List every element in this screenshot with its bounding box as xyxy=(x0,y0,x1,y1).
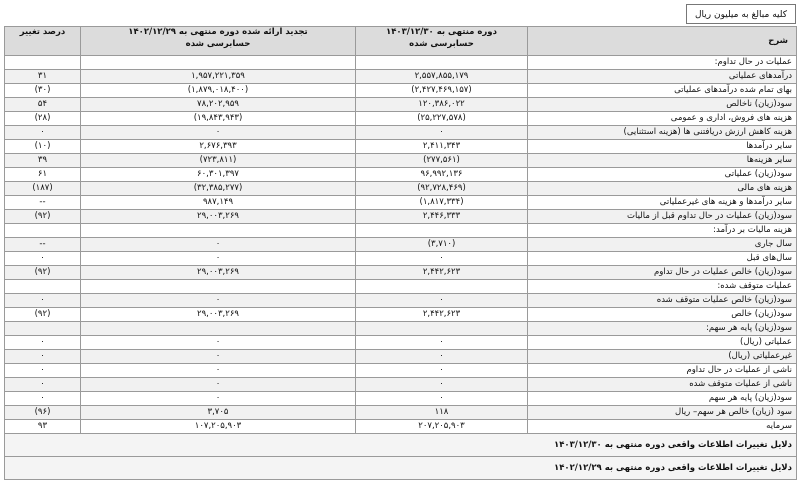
row-current-value: ۱۱۸ xyxy=(356,406,528,420)
row-description: عملیاتی (ریال) xyxy=(528,336,797,350)
row-current-value: ۰ xyxy=(356,392,528,406)
table-row xyxy=(5,126,797,140)
currency-note: کلیه مبالغ به میلیون ریال xyxy=(686,4,796,24)
table-row xyxy=(5,56,797,70)
row-current-value: ۰ xyxy=(356,294,528,308)
row-change-percent: -- xyxy=(5,238,81,252)
row-change-percent: (۹۲) xyxy=(5,266,81,280)
row-restated-value: ۶۰,۳۰۱,۳۹۷ xyxy=(81,168,356,182)
row-current-value: (۱,۸۱۷,۳۳۴) xyxy=(356,196,528,210)
row-change-percent: ۶۱ xyxy=(5,168,81,182)
row-current-value: ۰ xyxy=(356,336,528,350)
row-current-value: ۰ xyxy=(356,378,528,392)
table-row xyxy=(5,378,797,392)
table-row xyxy=(5,406,797,420)
row-current-value: ۲,۴۱۱,۳۴۳ xyxy=(356,140,528,154)
row-change-percent: (۹۲) xyxy=(5,308,81,322)
row-current-value: (۲,۴۲۷,۴۶۹,۱۵۷) xyxy=(356,84,528,98)
row-change-percent: ۰ xyxy=(5,126,81,140)
row-change-percent: -- xyxy=(5,196,81,210)
row-description: سود(زیان) ناخالص xyxy=(528,98,797,112)
row-change-percent: (۹۶) xyxy=(5,406,81,420)
row-description: سال‌های قبل xyxy=(528,252,797,266)
row-current-value: ۰ xyxy=(356,350,528,364)
row-change-percent: (۱۸۷) xyxy=(5,182,81,196)
header-description: شرح xyxy=(528,27,797,56)
table-header-row xyxy=(5,27,797,56)
row-change-percent: ۵۴ xyxy=(5,98,81,112)
row-change-percent: ۰ xyxy=(5,378,81,392)
row-change-percent: ۰ xyxy=(5,336,81,350)
footer-row xyxy=(5,434,797,457)
footer-row xyxy=(5,457,797,480)
row-change-percent: ۰ xyxy=(5,252,81,266)
row-description: سرمایه xyxy=(528,420,797,434)
table-row xyxy=(5,210,797,224)
table-row xyxy=(5,336,797,350)
row-description: غیرعملیاتی (ریال) xyxy=(528,350,797,364)
row-description: سود(زیان) پایه هر سهم: xyxy=(528,322,797,336)
row-restated-value: ۷۸,۲۰۲,۹۵۹ xyxy=(81,98,356,112)
row-change-percent: ۳۹ xyxy=(5,154,81,168)
row-restated-value xyxy=(81,280,356,294)
row-change-percent: ۰ xyxy=(5,350,81,364)
row-current-value: ۹۶,۹۹۲,۱۳۶ xyxy=(356,168,528,182)
row-change-percent xyxy=(5,56,81,70)
row-current-value: ۱۲۰,۳۸۶,۰۲۲ xyxy=(356,98,528,112)
table-row xyxy=(5,182,797,196)
table-row xyxy=(5,294,797,308)
table-row xyxy=(5,280,797,294)
row-restated-value: ۹۸۷,۱۴۹ xyxy=(81,196,356,210)
row-change-percent xyxy=(5,224,81,238)
row-description: هزینه مالیات بر درآمد: xyxy=(528,224,797,238)
row-current-value: ۲,۵۵۷,۸۵۵,۱۷۹ xyxy=(356,70,528,84)
table-row xyxy=(5,84,797,98)
row-description: ناشی از عملیات متوقف شده xyxy=(528,378,797,392)
row-restated-value xyxy=(81,322,356,336)
row-description: سود(زیان) خالص عملیات در حال تداوم xyxy=(528,266,797,280)
header-restated-title: تجدید ارائه شده دوره منتهی به ۱۴۰۲/۱۲/۲۹ xyxy=(128,27,308,37)
row-current-value xyxy=(356,280,528,294)
table-row xyxy=(5,392,797,406)
row-change-percent: ۰ xyxy=(5,364,81,378)
row-restated-value: ۱۰۷,۲۰۵,۹۰۳ xyxy=(81,420,356,434)
row-current-value: (۲۵,۲۲۷,۵۷۸) xyxy=(356,112,528,126)
row-change-percent: (۹۲) xyxy=(5,210,81,224)
row-change-percent: (۳۰) xyxy=(5,84,81,98)
row-description: سود(زیان) پایه هر سهم xyxy=(528,392,797,406)
row-description: سایر درآمدها و هزینه های غیرعملیاتی xyxy=(528,196,797,210)
row-restated-value: ۰ xyxy=(81,126,356,140)
row-change-percent: ۹۳ xyxy=(5,420,81,434)
row-description: درآمدهای عملیاتی xyxy=(528,70,797,84)
table-row xyxy=(5,364,797,378)
row-current-value: ۲,۴۴۶,۳۳۳ xyxy=(356,210,528,224)
table-row xyxy=(5,350,797,364)
table-row xyxy=(5,98,797,112)
table-row xyxy=(5,224,797,238)
row-description: سود(زیان) خالص عملیات متوقف شده xyxy=(528,294,797,308)
table-row xyxy=(5,252,797,266)
table-row xyxy=(5,322,797,336)
row-restated-value: (۷۲۳,۸۱۱) xyxy=(81,154,356,168)
row-current-value: ۲,۴۴۲,۶۲۳ xyxy=(356,308,528,322)
footer-note: دلایل تغییرات اطلاعات واقعی دوره منتهی به ۱۴۰۳/۱۲/۳۰ xyxy=(5,434,797,457)
row-restated-value: ۱,۹۵۷,۲۲۱,۳۵۹ xyxy=(81,70,356,84)
row-description: عملیات متوقف شده: xyxy=(528,280,797,294)
row-description: سود(زیان) عملیاتی xyxy=(528,168,797,182)
row-change-percent: (۱۰) xyxy=(5,140,81,154)
row-description: سال جاری xyxy=(528,238,797,252)
row-description: ناشی از عملیات در حال تداوم xyxy=(528,364,797,378)
row-restated-value xyxy=(81,56,356,70)
row-description: سود(زیان) عملیات در حال تداوم قبل از مالیات xyxy=(528,210,797,224)
row-restated-value: (۱۹,۸۴۳,۹۴۳) xyxy=(81,112,356,126)
row-current-value: (۳,۷۱۰) xyxy=(356,238,528,252)
table-row xyxy=(5,308,797,322)
row-change-percent: ۰ xyxy=(5,294,81,308)
row-current-value: (۲۷۷,۵۶۱) xyxy=(356,154,528,168)
row-current-value: ۰ xyxy=(356,252,528,266)
row-description: هزینه های فروش، اداری و عمومی xyxy=(528,112,797,126)
row-description: هزینه های مالی xyxy=(528,182,797,196)
header-restated-sub: حسابرسی شده xyxy=(185,39,251,49)
header-current-period xyxy=(356,27,528,56)
row-restated-value: (۱,۸۷۹,۰۱۸,۴۰۰) xyxy=(81,84,356,98)
row-change-percent: ۰ xyxy=(5,392,81,406)
row-description: سود (زیان) خالص هر سهم– ریال xyxy=(528,406,797,420)
row-change-percent xyxy=(5,322,81,336)
row-description: سود(زیان) خالص xyxy=(528,308,797,322)
row-current-value xyxy=(356,322,528,336)
table-row xyxy=(5,238,797,252)
table-row xyxy=(5,420,797,434)
table-row xyxy=(5,154,797,168)
row-restated-value: ۰ xyxy=(81,336,356,350)
table-row xyxy=(5,266,797,280)
row-current-value: (۹۲,۷۲۸,۴۶۹) xyxy=(356,182,528,196)
row-current-value: ۲۰۷,۲۰۵,۹۰۳ xyxy=(356,420,528,434)
row-restated-value: ۰ xyxy=(81,294,356,308)
row-restated-value: ۰ xyxy=(81,350,356,364)
row-current-value xyxy=(356,224,528,238)
row-restated-value: ۲,۶۷۶,۳۹۳ xyxy=(81,140,356,154)
row-change-percent xyxy=(5,280,81,294)
row-description: عملیات در حال تداوم: xyxy=(528,56,797,70)
table-row xyxy=(5,70,797,84)
row-change-percent: (۲۸) xyxy=(5,112,81,126)
row-restated-value: ۳,۷۰۵ xyxy=(81,406,356,420)
row-current-value: ۰ xyxy=(356,364,528,378)
row-description: سایر هزینه‌ها xyxy=(528,154,797,168)
row-restated-value: ۲۹,۰۰۳,۲۶۹ xyxy=(81,308,356,322)
row-restated-value: ۰ xyxy=(81,392,356,406)
header-current-sub: حسابرسی شده xyxy=(409,39,474,49)
row-restated-value: ۰ xyxy=(81,378,356,392)
row-description: بهای تمام شده درآمدهای عملیاتی xyxy=(528,84,797,98)
row-current-value xyxy=(356,56,528,70)
table-row xyxy=(5,140,797,154)
row-restated-value: ۰ xyxy=(81,364,356,378)
header-restated-period xyxy=(81,27,356,56)
table-row xyxy=(5,112,797,126)
row-restated-value: ۲۹,۰۰۳,۲۶۹ xyxy=(81,210,356,224)
row-description: سایر درآمدها xyxy=(528,140,797,154)
row-restated-value: (۳۲,۳۸۵,۲۷۷) xyxy=(81,182,356,196)
table-row xyxy=(5,196,797,210)
row-change-percent: ۳۱ xyxy=(5,70,81,84)
table-row xyxy=(5,168,797,182)
footer-note: دلایل تغییرات اطلاعات واقعی دوره منتهی به ۱۴۰۲/۱۲/۲۹ xyxy=(5,457,797,480)
row-restated-value: ۰ xyxy=(81,252,356,266)
row-current-value: ۰ xyxy=(356,126,528,140)
header-current-title: دوره منتهی به ۱۴۰۳/۱۲/۳۰ xyxy=(386,27,497,37)
header-change-percent: درصد تغییر xyxy=(5,27,81,56)
row-restated-value: ۰ xyxy=(81,238,356,252)
row-description: هزینه کاهش ارزش دریافتنی ها (هزینه استثنایی) xyxy=(528,126,797,140)
row-restated-value: ۲۹,۰۰۳,۲۶۹ xyxy=(81,266,356,280)
row-restated-value xyxy=(81,224,356,238)
income-statement-table xyxy=(4,26,797,480)
row-current-value: ۲,۴۴۲,۶۲۳ xyxy=(356,266,528,280)
